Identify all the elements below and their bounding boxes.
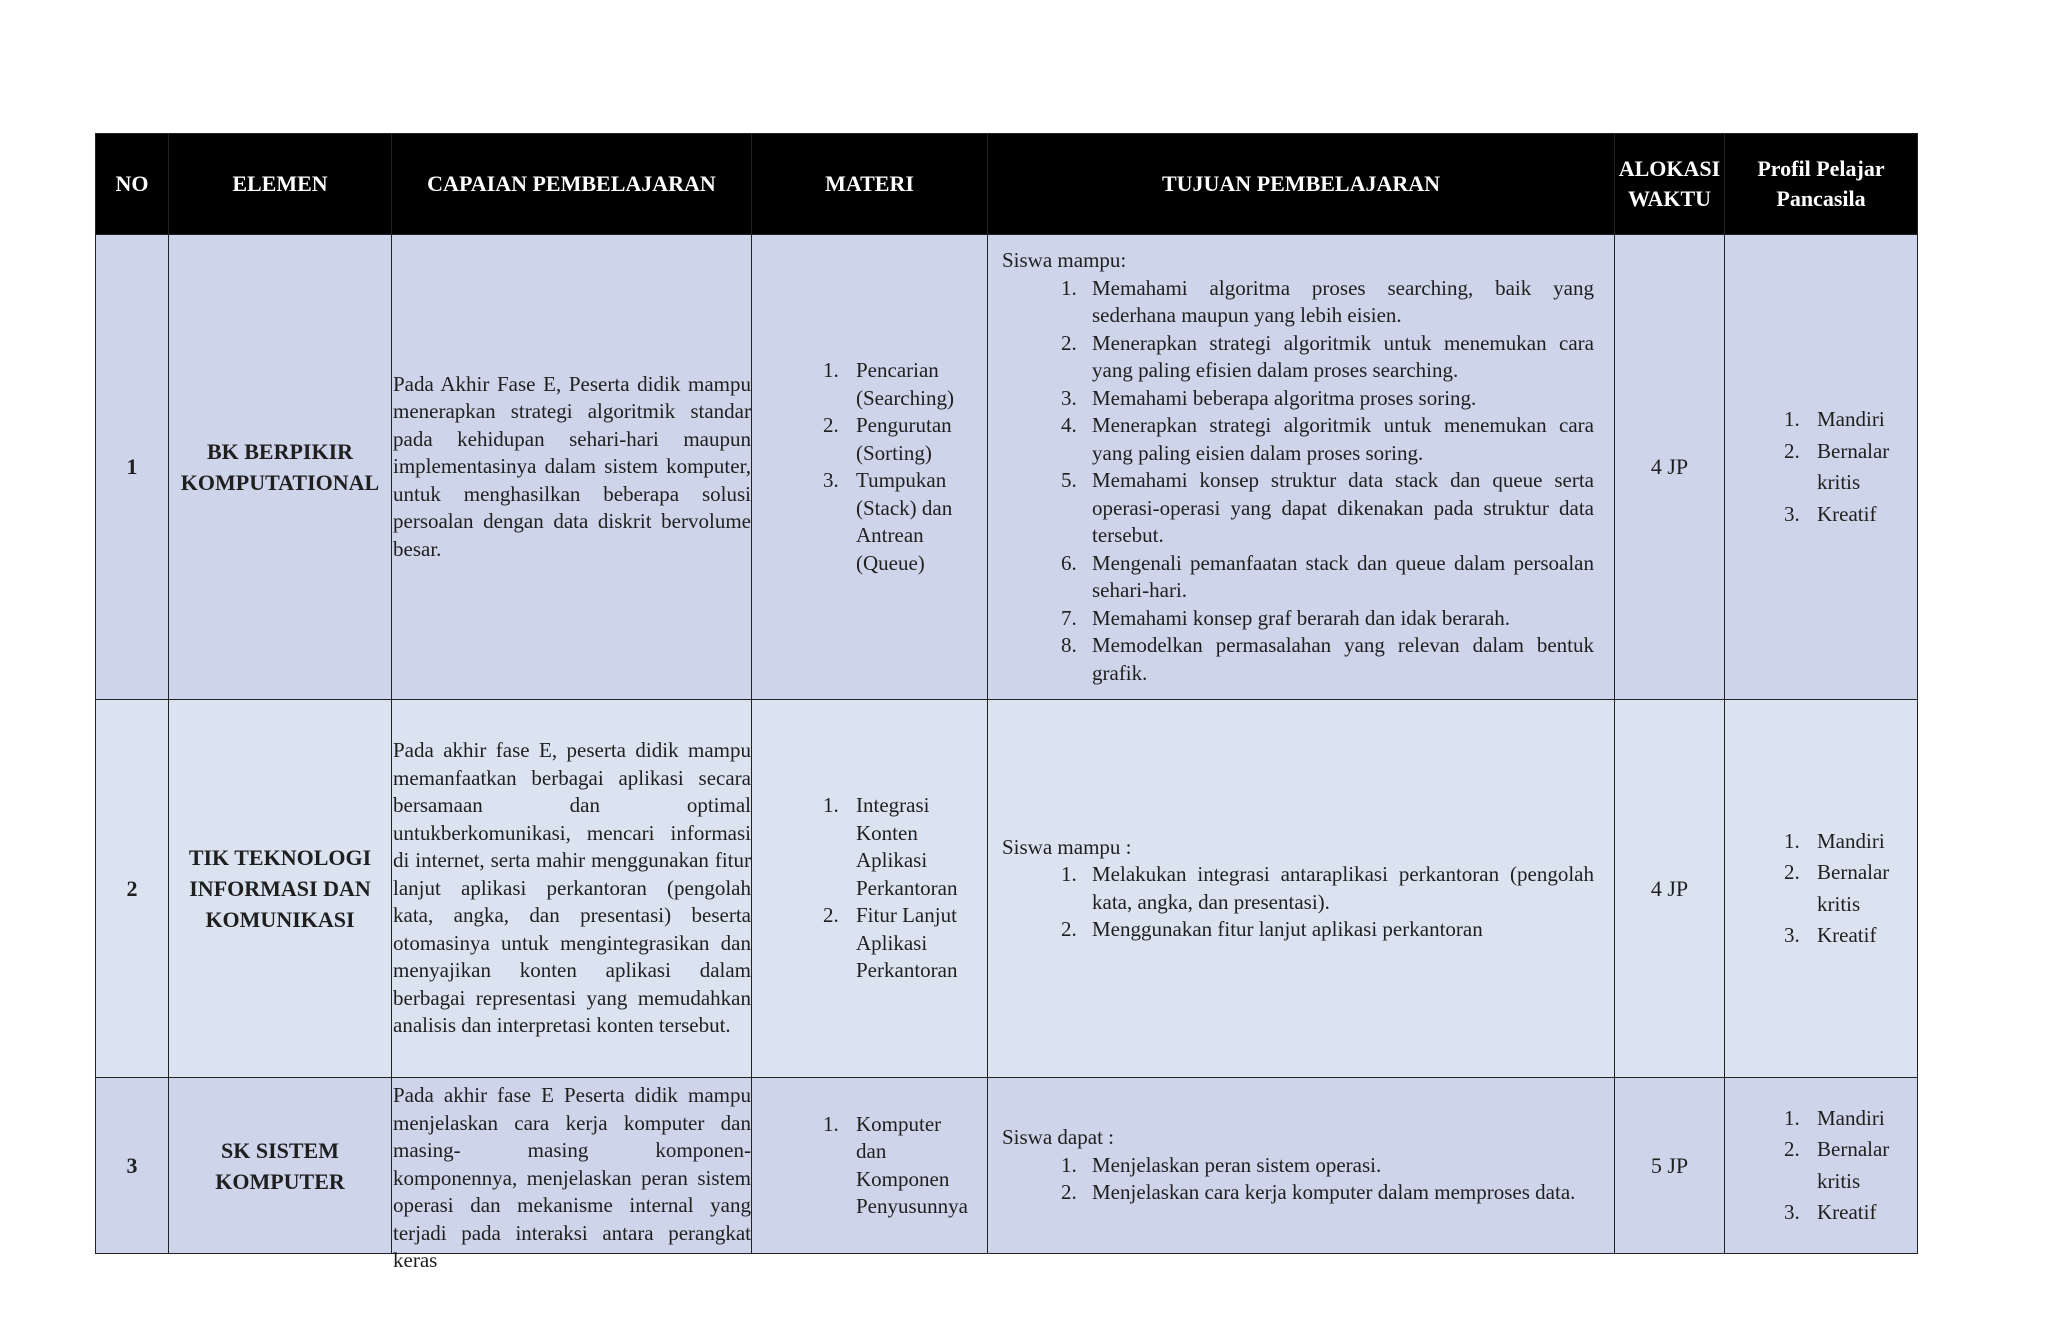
materi-list	[752, 1111, 987, 1221]
list-item: 1. Pencarian (Searching)	[844, 357, 973, 412]
alokasi-cell: 4 JP	[1615, 235, 1725, 700]
materi-cell	[752, 235, 988, 700]
tujuan-list	[1002, 275, 1594, 688]
capaian-cell	[392, 1078, 752, 1272]
alokasi-cell: 5 JP	[1615, 1078, 1725, 1254]
list-item: 3. Tumpukan (Stack) dan Antrean (Queue)	[844, 467, 973, 577]
tujuan-list	[1002, 861, 1594, 944]
elemen-cell: TIK TEKNOLOGI INFORMASI DAN KOMUNIKASI	[169, 700, 392, 1078]
table-row	[96, 235, 1918, 700]
list-item: 2. Bernalar kritis	[1805, 436, 1907, 499]
list-item: 6. Mengenali pemanfaatan stack dan queue dalam persoalan sehari-hari.	[1082, 550, 1594, 605]
header-elemen: ELEMEN	[169, 134, 392, 235]
materi-list	[752, 792, 987, 985]
list-item: 1. Memahami algoritma proses searching, baik yang sederhana maupun yang lebih eisien.	[1082, 275, 1594, 330]
list-item: 1. Mandiri	[1805, 404, 1907, 436]
list-item: 3. Kreatif	[1805, 499, 1907, 531]
profil-cell	[1725, 700, 1918, 1078]
header-tujuan: TUJUAN PEMBELAJARAN	[988, 134, 1615, 235]
list-item: 2. Menjelaskan cara kerja komputer dalam memproses data.	[1082, 1179, 1594, 1207]
tujuan-list	[1002, 1152, 1594, 1207]
capaian-text: Pada akhir fase E Peserta didik mampu menjelaskan cara kerja komputer dan masing- masing komponen-komponennya, menjelaskan peran sistem operasi dan mekanisme internal yang terjadi pada interaksi antara perangkat keras	[393, 1083, 751, 1272]
profil-list	[1725, 404, 1917, 530]
profil-list	[1725, 1103, 1917, 1229]
header-capaian: CAPAIAN PEMBELAJARAN	[392, 134, 752, 235]
row-number: 2	[96, 700, 169, 1078]
list-item: 2. Fitur Lanjut Aplikasi Perkantoran	[844, 902, 973, 985]
header-profil: Profil Pelajar Pancasila	[1725, 134, 1918, 235]
list-item: 2. Bernalar kritis	[1805, 1134, 1907, 1197]
header-no: NO	[96, 134, 169, 235]
row-number: 3	[96, 1078, 169, 1254]
list-item: 2. Bernalar kritis	[1805, 857, 1907, 920]
list-item: 1. Mandiri	[1805, 826, 1907, 858]
row-number: 1	[96, 235, 169, 700]
list-item: 4. Menerapkan strategi algoritmik untuk menemukan cara yang paling eisien dalam proses soring.	[1082, 412, 1594, 467]
curriculum-table	[95, 133, 1918, 1272]
tujuan-cell	[988, 1078, 1615, 1254]
list-item: 2. Pengurutan (Sorting)	[844, 412, 973, 467]
list-item: 8. Memodelkan permasalahan yang relevan dalam bentuk grafik.	[1082, 632, 1594, 687]
header-alokasi: ALOKASI WAKTU	[1615, 134, 1725, 235]
list-item: 2. Menerapkan strategi algoritmik untuk menemukan cara yang paling efisien dalam proses searching.	[1082, 330, 1594, 385]
list-item: 1. Mandiri	[1805, 1103, 1907, 1135]
tujuan-intro: Siswa mampu:	[1002, 248, 1127, 272]
alokasi-cell: 4 JP	[1615, 700, 1725, 1078]
profil-cell	[1725, 1078, 1918, 1254]
list-item: 1. Integrasi Konten Aplikasi Perkantoran	[844, 792, 973, 902]
list-item: 3. Memahami beberapa algoritma proses soring.	[1082, 385, 1594, 413]
list-item: 1. Komputer dan Komponen Penyusunnya	[844, 1111, 973, 1221]
list-item: 3. Kreatif	[1805, 1197, 1907, 1229]
materi-list	[752, 357, 987, 577]
table-row	[96, 1078, 1918, 1254]
header-materi: MATERI	[752, 134, 988, 235]
tujuan-intro: Siswa mampu :	[1002, 834, 1132, 859]
profil-list	[1725, 826, 1917, 952]
list-item: 2. Menggunakan fitur lanjut aplikasi perkantoran	[1082, 916, 1594, 944]
elemen-cell: SK SISTEM KOMPUTER	[169, 1078, 392, 1254]
list-item: 1. Menjelaskan peran sistem operasi.	[1082, 1152, 1594, 1180]
table-row	[96, 700, 1918, 1078]
materi-cell	[752, 700, 988, 1078]
list-item: 3. Kreatif	[1805, 920, 1907, 952]
list-item: 7. Memahami konsep graf berarah dan idak berarah.	[1082, 605, 1594, 633]
elemen-cell: BK BERPIKIR KOMPUTATIONAL	[169, 235, 392, 700]
materi-cell	[752, 1078, 988, 1254]
tujuan-intro: Siswa dapat :	[1002, 1125, 1114, 1150]
profil-cell	[1725, 235, 1918, 700]
list-item: 5. Memahami konsep struktur data stack dan queue serta operasi-operasi yang dapat dikenakan pada struktur data tersebut.	[1082, 467, 1594, 550]
tujuan-cell	[988, 700, 1615, 1078]
header-row	[96, 134, 1918, 235]
list-item: 1. Melakukan integrasi antaraplikasi perkantoran (pengolah kata, angka, dan presentasi).	[1082, 861, 1594, 916]
capaian-cell: Pada akhir fase E, peserta didik mampu memanfaatkan berbagai aplikasi secara bersamaan dan optimal untukberkomunikasi, mencari informasi di internet, serta mahir menggunakan fitur lanjut aplikasi perkantoran (pengolah kata, angka, dan presentasi) beserta otomasinya untuk mengintegrasikan dan menyajikan konten aplikasi dalam berbagai representasi yang memudahkan analisis dan interpretasi konten tersebut.	[392, 700, 752, 1078]
capaian-cell: Pada Akhir Fase E, Peserta didik mampu menerapkan strategi algoritmik standar pada kehidupan sehari-hari maupun implementasinya dalam sistem komputer, untuk menghasilkan beberapa solusi persoalan dengan data diskrit bervolume besar.	[392, 235, 752, 700]
tujuan-cell	[988, 235, 1615, 700]
